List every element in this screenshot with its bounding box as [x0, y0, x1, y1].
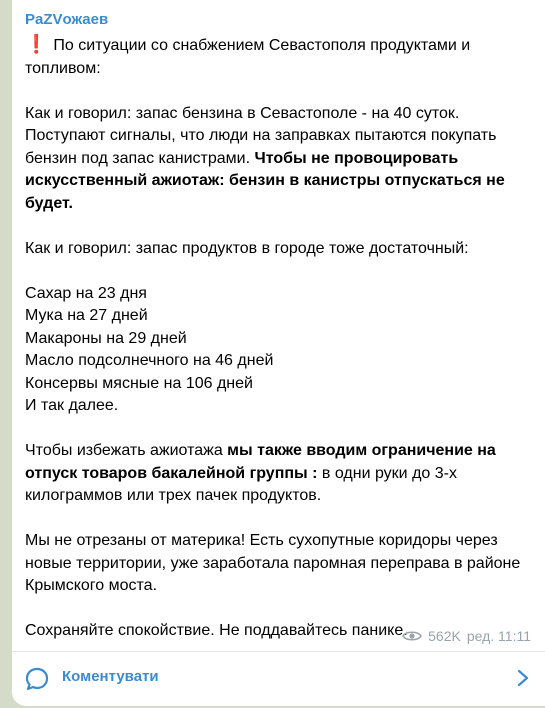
food-item: Макароны на 29 дней — [25, 329, 187, 347]
comment-bubble-icon — [24, 666, 50, 692]
channel-name[interactable]: PaZVожаев — [25, 11, 109, 28]
closing-line: Сохраняйте спокойствие. Не поддавайтесь панике. — [25, 622, 408, 639]
fuel-text: Как и говорил: запас бензина в Севастополе - на 40 суток. Поступают сигналы, что люди на заправках пытаются покупать бензин под запас канистрами. — [25, 104, 497, 167]
view-count: 562K — [428, 628, 461, 644]
limit-text-end: в одни руки до 3-х килограммов или трех пачек продуктов. — [25, 464, 457, 504]
edited-time: ред. 11:11 — [466, 628, 531, 644]
intro-line — [25, 33, 525, 80]
fuel-bold-text: Чтобы не провоцировать искусственный ажиотаж: бензин в канистры отпускаться не будет. — [25, 149, 505, 212]
food-item: И так далее. — [25, 397, 119, 414]
exclamation-icon: ❗ — [25, 34, 48, 54]
message-text — [25, 33, 525, 643]
message-bubble — [12, 0, 545, 706]
food-item: Масло подсолнечного на 46 дней — [25, 352, 274, 369]
chevron-right-icon — [517, 669, 529, 687]
corridors-paragraph: Мы не отрезаны от материка! Есть сухопутные коридоры через новые территории, уже заработала паромная переправа в районе Крымского моста. — [25, 532, 521, 594]
food-item: Консервы мясные на 106 дней — [25, 374, 253, 392]
comments-label: Коментувати — [62, 668, 159, 685]
limit-bold-text: мы также вводим ограничение на отпуск товаров бакалейной группы : — [25, 442, 496, 482]
comments-button[interactable] — [12, 652, 545, 704]
fuel-paragraph — [25, 103, 525, 216]
intro-text: По ситуации со снабжением Севастополя продуктами и топливом: — [25, 37, 471, 77]
food-item: Сахар на 23 дня — [25, 284, 147, 302]
message-meta — [402, 628, 531, 644]
food-item: Мука на 27 дней — [25, 307, 148, 324]
limit-text: Чтобы избежать ажиотажа — [25, 442, 228, 459]
eye-icon — [402, 630, 422, 642]
limit-paragraph — [25, 440, 525, 508]
food-intro: Как и говорил: запас продуктов в городе тоже достаточный: — [25, 239, 469, 257]
